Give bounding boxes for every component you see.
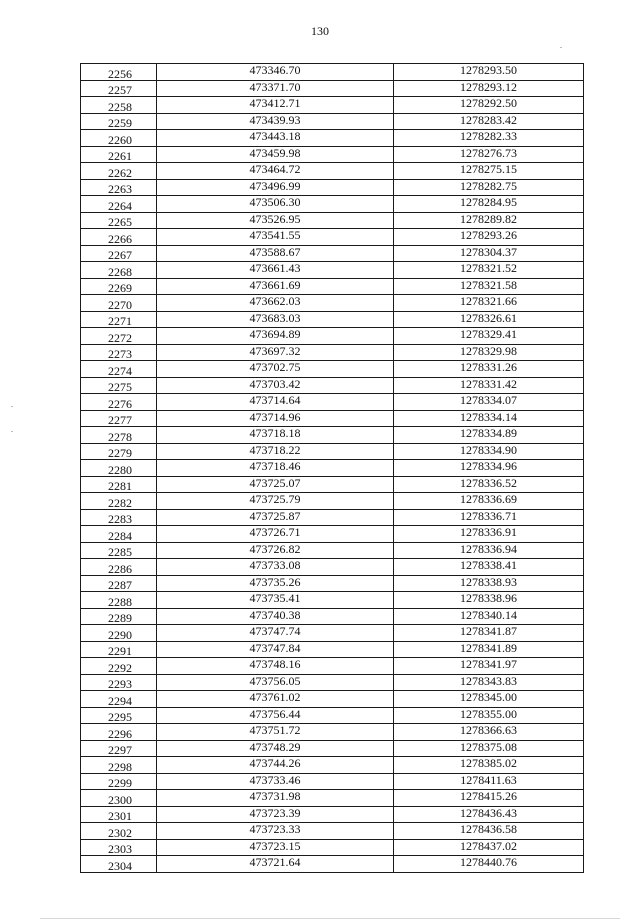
y-coordinate-cell: 1278334.07: [394, 394, 584, 411]
x-coordinate-cell: 473588.67: [157, 245, 394, 262]
point-number-cell: 2275: [81, 377, 157, 394]
x-coordinate-cell: 473740.38: [157, 608, 394, 625]
y-coordinate-cell: 1278321.66: [394, 295, 584, 312]
y-coordinate-cell: 1278336.52: [394, 476, 584, 493]
point-number-cell: 2259: [81, 113, 157, 130]
point-number-cell: 2292: [81, 658, 157, 675]
point-number-cell: 2274: [81, 361, 157, 378]
point-number-cell: 2285: [81, 542, 157, 559]
x-coordinate-cell: 473721.64: [157, 856, 394, 873]
x-coordinate-cell: 473694.89: [157, 328, 394, 345]
table-row: [81, 130, 584, 147]
y-coordinate-cell: 1278355.00: [394, 707, 584, 724]
point-number-cell: 2261: [81, 146, 157, 163]
point-number-cell: 2267: [81, 245, 157, 262]
y-coordinate-cell: 1278282.75: [394, 179, 584, 196]
x-coordinate-cell: 473726.71: [157, 526, 394, 543]
x-coordinate-cell: 473661.43: [157, 262, 394, 279]
table-row: [81, 196, 584, 213]
x-coordinate-cell: 473526.95: [157, 212, 394, 229]
y-coordinate-cell: 1278338.96: [394, 592, 584, 609]
point-number-cell: 2300: [81, 790, 157, 807]
y-coordinate-cell: 1278276.73: [394, 146, 584, 163]
table-row: [81, 542, 584, 559]
table-row: [81, 163, 584, 180]
x-coordinate-cell: 473725.07: [157, 476, 394, 493]
point-number-cell: 2288: [81, 592, 157, 609]
y-coordinate-cell: 1278326.61: [394, 311, 584, 328]
point-number-cell: 2257: [81, 80, 157, 97]
y-coordinate-cell: 1278366.63: [394, 724, 584, 741]
y-coordinate-cell: 1278436.43: [394, 806, 584, 823]
x-coordinate-cell: 473661.69: [157, 278, 394, 295]
point-number-cell: 2291: [81, 641, 157, 658]
table-row: [81, 394, 584, 411]
x-coordinate-cell: 473703.42: [157, 377, 394, 394]
x-coordinate-cell: 473725.79: [157, 493, 394, 510]
point-number-cell: 2264: [81, 196, 157, 213]
y-coordinate-cell: 1278284.95: [394, 196, 584, 213]
point-number-cell: 2295: [81, 707, 157, 724]
x-coordinate-cell: 473718.46: [157, 460, 394, 477]
y-coordinate-cell: 1278292.50: [394, 97, 584, 114]
point-number-cell: 2280: [81, 460, 157, 477]
table-row: [81, 790, 584, 807]
y-coordinate-cell: 1278334.89: [394, 427, 584, 444]
margin-mark: [11, 431, 13, 432]
point-number-cell: 2298: [81, 757, 157, 774]
x-coordinate-cell: 473439.93: [157, 113, 394, 130]
table-row: [81, 113, 584, 130]
point-number-cell: 2278: [81, 427, 157, 444]
y-coordinate-cell: 1278385.02: [394, 757, 584, 774]
y-coordinate-cell: 1278283.42: [394, 113, 584, 130]
table-row: [81, 443, 584, 460]
table-row: [81, 658, 584, 675]
table-row: [81, 724, 584, 741]
x-coordinate-cell: 473747.84: [157, 641, 394, 658]
table-row: [81, 476, 584, 493]
point-number-cell: 2283: [81, 509, 157, 526]
y-coordinate-cell: 1278340.14: [394, 608, 584, 625]
x-coordinate-cell: 473541.55: [157, 229, 394, 246]
table-row: [81, 295, 584, 312]
table-row: [81, 641, 584, 658]
x-coordinate-cell: 473496.99: [157, 179, 394, 196]
table-row: [81, 839, 584, 856]
table-row: [81, 806, 584, 823]
x-coordinate-cell: 473723.33: [157, 823, 394, 840]
table-row: [81, 608, 584, 625]
table-row: [81, 856, 584, 873]
margin-mark: [560, 47, 562, 48]
table-row: [81, 526, 584, 543]
table-row: [81, 823, 584, 840]
table-row: [81, 493, 584, 510]
y-coordinate-cell: 1278329.41: [394, 328, 584, 345]
table-row: [81, 674, 584, 691]
x-coordinate-cell: 473346.70: [157, 64, 394, 81]
point-number-cell: 2269: [81, 278, 157, 295]
point-number-cell: 2290: [81, 625, 157, 642]
table-row: [81, 328, 584, 345]
x-coordinate-cell: 473731.98: [157, 790, 394, 807]
x-coordinate-cell: 473748.29: [157, 740, 394, 757]
x-coordinate-cell: 473697.32: [157, 344, 394, 361]
point-number-cell: 2293: [81, 674, 157, 691]
x-coordinate-cell: 473662.03: [157, 295, 394, 312]
table-row: [81, 212, 584, 229]
y-coordinate-cell: 1278415.26: [394, 790, 584, 807]
point-number-cell: 2272: [81, 328, 157, 345]
point-number-cell: 2297: [81, 740, 157, 757]
x-coordinate-cell: 473744.26: [157, 757, 394, 774]
x-coordinate-cell: 473714.64: [157, 394, 394, 411]
y-coordinate-cell: 1278336.69: [394, 493, 584, 510]
x-coordinate-cell: 473761.02: [157, 691, 394, 708]
table-row: [81, 575, 584, 592]
y-coordinate-cell: 1278338.93: [394, 575, 584, 592]
table-row: [81, 361, 584, 378]
x-coordinate-cell: 473756.05: [157, 674, 394, 691]
y-coordinate-cell: 1278331.42: [394, 377, 584, 394]
table-row: [81, 377, 584, 394]
table-row: [81, 740, 584, 757]
table-row: [81, 80, 584, 97]
x-coordinate-cell: 473412.71: [157, 97, 394, 114]
point-number-cell: 2304: [81, 856, 157, 873]
x-coordinate-cell: 473733.46: [157, 773, 394, 790]
y-coordinate-cell: 1278440.76: [394, 856, 584, 873]
x-coordinate-cell: 473747.74: [157, 625, 394, 642]
x-coordinate-cell: 473748.16: [157, 658, 394, 675]
y-coordinate-cell: 1278341.87: [394, 625, 584, 642]
point-number-cell: 2281: [81, 476, 157, 493]
point-number-cell: 2302: [81, 823, 157, 840]
point-number-cell: 2268: [81, 262, 157, 279]
y-coordinate-cell: 1278336.91: [394, 526, 584, 543]
table-row: [81, 229, 584, 246]
y-coordinate-cell: 1278334.14: [394, 410, 584, 427]
margin-mark: [11, 406, 13, 407]
x-coordinate-cell: 473723.39: [157, 806, 394, 823]
y-coordinate-cell: 1278345.00: [394, 691, 584, 708]
table-row: [81, 245, 584, 262]
y-coordinate-cell: 1278334.96: [394, 460, 584, 477]
point-number-cell: 2262: [81, 163, 157, 180]
x-coordinate-cell: 473726.82: [157, 542, 394, 559]
point-number-cell: 2277: [81, 410, 157, 427]
y-coordinate-cell: 1278343.83: [394, 674, 584, 691]
y-coordinate-cell: 1278321.52: [394, 262, 584, 279]
point-number-cell: 2301: [81, 806, 157, 823]
y-coordinate-cell: 1278375.08: [394, 740, 584, 757]
y-coordinate-cell: 1278304.37: [394, 245, 584, 262]
point-number-cell: 2284: [81, 526, 157, 543]
table-row: [81, 344, 584, 361]
x-coordinate-cell: 473718.22: [157, 443, 394, 460]
y-coordinate-cell: 1278293.26: [394, 229, 584, 246]
table-row: [81, 262, 584, 279]
x-coordinate-cell: 473464.72: [157, 163, 394, 180]
table-row: [81, 509, 584, 526]
x-coordinate-cell: 473506.30: [157, 196, 394, 213]
y-coordinate-cell: 1278293.12: [394, 80, 584, 97]
point-number-cell: 2303: [81, 839, 157, 856]
point-number-cell: 2271: [81, 311, 157, 328]
x-coordinate-cell: 473733.08: [157, 559, 394, 576]
table-row: [81, 146, 584, 163]
x-coordinate-cell: 473735.41: [157, 592, 394, 609]
table-row: [81, 311, 584, 328]
y-coordinate-cell: 1278336.71: [394, 509, 584, 526]
y-coordinate-cell: 1278293.50: [394, 64, 584, 81]
table-row: [81, 707, 584, 724]
y-coordinate-cell: 1278334.90: [394, 443, 584, 460]
table-row: [81, 625, 584, 642]
y-coordinate-cell: 1278275.15: [394, 163, 584, 180]
table-row: [81, 427, 584, 444]
point-number-cell: 2287: [81, 575, 157, 592]
table-row: [81, 592, 584, 609]
point-number-cell: 2256: [81, 64, 157, 81]
table-row: [81, 691, 584, 708]
point-number-cell: 2294: [81, 691, 157, 708]
point-number-cell: 2279: [81, 443, 157, 460]
x-coordinate-cell: 473756.44: [157, 707, 394, 724]
point-number-cell: 2266: [81, 229, 157, 246]
coordinates-table: [80, 63, 584, 873]
point-number-cell: 2273: [81, 344, 157, 361]
point-number-cell: 2263: [81, 179, 157, 196]
x-coordinate-cell: 473723.15: [157, 839, 394, 856]
x-coordinate-cell: 473735.26: [157, 575, 394, 592]
x-coordinate-cell: 473751.72: [157, 724, 394, 741]
page-number: 130: [311, 24, 329, 38]
point-number-cell: 2265: [81, 212, 157, 229]
y-coordinate-cell: 1278341.97: [394, 658, 584, 675]
y-coordinate-cell: 1278289.82: [394, 212, 584, 229]
table-row: [81, 64, 584, 81]
point-number-cell: 2282: [81, 493, 157, 510]
y-coordinate-cell: 1278411.63: [394, 773, 584, 790]
table-row: [81, 559, 584, 576]
point-number-cell: 2276: [81, 394, 157, 411]
y-coordinate-cell: 1278437.02: [394, 839, 584, 856]
x-coordinate-cell: 473443.18: [157, 130, 394, 147]
point-number-cell: 2296: [81, 724, 157, 741]
x-coordinate-cell: 473702.75: [157, 361, 394, 378]
y-coordinate-cell: 1278321.58: [394, 278, 584, 295]
y-coordinate-cell: 1278436.58: [394, 823, 584, 840]
x-coordinate-cell: 473459.98: [157, 146, 394, 163]
table-row: [81, 278, 584, 295]
x-coordinate-cell: 473683.03: [157, 311, 394, 328]
point-number-cell: 2299: [81, 773, 157, 790]
table-row: [81, 179, 584, 196]
y-coordinate-cell: 1278336.94: [394, 542, 584, 559]
point-number-cell: 2258: [81, 97, 157, 114]
page-bottom-edge: [40, 918, 620, 919]
table-row: [81, 773, 584, 790]
y-coordinate-cell: 1278329.98: [394, 344, 584, 361]
table-row: [81, 757, 584, 774]
table-row: [81, 460, 584, 477]
point-number-cell: 2260: [81, 130, 157, 147]
point-number-cell: 2270: [81, 295, 157, 312]
y-coordinate-cell: 1278341.89: [394, 641, 584, 658]
y-coordinate-cell: 1278338.41: [394, 559, 584, 576]
x-coordinate-cell: 473714.96: [157, 410, 394, 427]
point-number-cell: 2286: [81, 559, 157, 576]
x-coordinate-cell: 473371.70: [157, 80, 394, 97]
x-coordinate-cell: 473718.18: [157, 427, 394, 444]
y-coordinate-cell: 1278282.33: [394, 130, 584, 147]
point-number-cell: 2289: [81, 608, 157, 625]
x-coordinate-cell: 473725.87: [157, 509, 394, 526]
table-row: [81, 97, 584, 114]
y-coordinate-cell: 1278331.26: [394, 361, 584, 378]
table-row: [81, 410, 584, 427]
coordinates-table-body: [81, 64, 584, 873]
